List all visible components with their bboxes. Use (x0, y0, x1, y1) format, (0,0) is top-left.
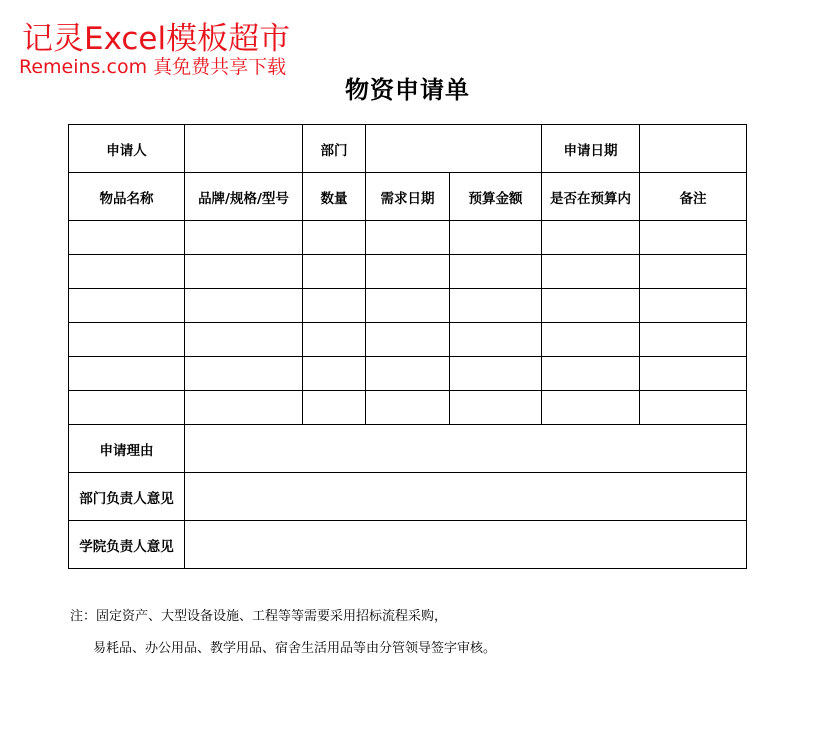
header-item-name: 物品名称 (69, 173, 185, 221)
apply-date-field[interactable] (640, 125, 747, 173)
item-budget-cell[interactable] (450, 255, 542, 289)
college-head-opinion-field[interactable] (185, 521, 747, 569)
item-budget-cell[interactable] (450, 391, 542, 425)
item-in-budget-cell[interactable] (542, 255, 640, 289)
header-required-date: 需求日期 (366, 173, 450, 221)
item-budget-cell[interactable] (450, 357, 542, 391)
item-date-cell[interactable] (366, 255, 450, 289)
item-quantity-cell[interactable] (303, 357, 366, 391)
item-quantity-cell[interactable] (303, 323, 366, 357)
item-in-budget-cell[interactable] (542, 323, 640, 357)
item-row (69, 289, 747, 323)
item-date-cell[interactable] (366, 357, 450, 391)
item-in-budget-cell[interactable] (542, 221, 640, 255)
item-remarks-cell[interactable] (640, 357, 747, 391)
item-budget-cell[interactable] (450, 323, 542, 357)
item-name-cell[interactable] (69, 255, 185, 289)
dept-head-opinion-row (69, 473, 747, 521)
item-row (69, 323, 747, 357)
item-spec-cell[interactable] (185, 391, 303, 425)
item-quantity-cell[interactable] (303, 391, 366, 425)
item-spec-cell[interactable] (185, 357, 303, 391)
apply-date-label: 申请日期 (542, 125, 640, 173)
item-remarks-cell[interactable] (640, 391, 747, 425)
item-budget-cell[interactable] (450, 289, 542, 323)
item-budget-cell[interactable] (450, 221, 542, 255)
item-date-cell[interactable] (366, 391, 450, 425)
item-spec-cell[interactable] (185, 221, 303, 255)
header-budget-amount: 预算金额 (450, 173, 542, 221)
item-remarks-cell[interactable] (640, 221, 747, 255)
item-spec-cell[interactable] (185, 323, 303, 357)
item-date-cell[interactable] (366, 323, 450, 357)
note-line-2: 易耗品、办公用品、教学用品、宿舍生活用品等由分管领导签字审核。 (93, 641, 497, 656)
item-name-cell[interactable] (69, 357, 185, 391)
item-row (69, 221, 747, 255)
item-row (69, 391, 747, 425)
watermark-subtitle: Remeins.com 真免费共享下载 (19, 56, 287, 78)
department-field[interactable] (366, 125, 542, 173)
form-title: 物资申请单 (345, 75, 470, 104)
item-spec-cell[interactable] (185, 289, 303, 323)
item-row (69, 255, 747, 289)
item-remarks-cell[interactable] (640, 255, 747, 289)
item-quantity-cell[interactable] (303, 221, 366, 255)
college-head-opinion-row (69, 521, 747, 569)
item-name-cell[interactable] (69, 391, 185, 425)
watermark-title: 记灵Excel模板超市 (22, 21, 291, 57)
header-within-budget: 是否在预算内 (542, 173, 640, 221)
department-label: 部门 (303, 125, 366, 173)
item-row (69, 357, 747, 391)
material-request-table (68, 124, 747, 569)
applicant-label: 申请人 (69, 125, 185, 173)
item-name-cell[interactable] (69, 289, 185, 323)
item-quantity-cell[interactable] (303, 289, 366, 323)
header-brand-spec-model: 品牌/规格/型号 (185, 173, 303, 221)
item-header-row (69, 173, 747, 221)
note-line-1: 注：固定资产、大型设备设施、工程等等需要采用招标流程采购， (70, 609, 448, 624)
dept-head-opinion-label: 部门负责人意见 (69, 473, 185, 521)
item-quantity-cell[interactable] (303, 255, 366, 289)
header-remarks: 备注 (640, 173, 747, 221)
item-date-cell[interactable] (366, 221, 450, 255)
item-in-budget-cell[interactable] (542, 357, 640, 391)
item-date-cell[interactable] (366, 289, 450, 323)
reason-row (69, 425, 747, 473)
item-spec-cell[interactable] (185, 255, 303, 289)
item-remarks-cell[interactable] (640, 289, 747, 323)
item-name-cell[interactable] (69, 221, 185, 255)
item-name-cell[interactable] (69, 323, 185, 357)
item-in-budget-cell[interactable] (542, 391, 640, 425)
applicant-field[interactable] (185, 125, 303, 173)
college-head-opinion-label: 学院负责人意见 (69, 521, 185, 569)
item-remarks-cell[interactable] (640, 323, 747, 357)
item-in-budget-cell[interactable] (542, 289, 640, 323)
dept-head-opinion-field[interactable] (185, 473, 747, 521)
header-quantity: 数量 (303, 173, 366, 221)
applicant-row (69, 125, 747, 173)
reason-label: 申请理由 (69, 425, 185, 473)
reason-field[interactable] (185, 425, 747, 473)
